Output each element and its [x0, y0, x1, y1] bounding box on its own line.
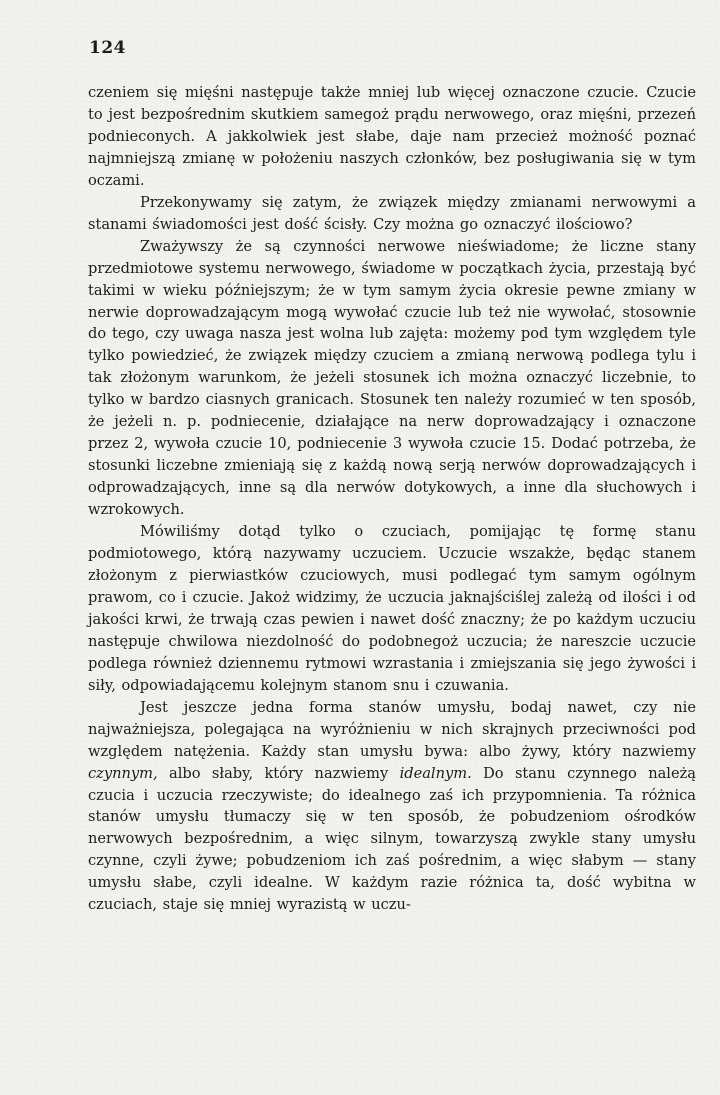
paragraph-text: albo słaby, który nazwiemy	[157, 764, 400, 782]
paragraph	[88, 697, 696, 917]
paragraph	[88, 236, 696, 521]
paragraph	[88, 192, 696, 236]
paragraph-text: Mówiliśmy dotąd tylko o czuciach, pomijając tę formę stanu podmiotowego, którą nazywamy uczuciem. Uczucie wszakże, będąc stanem złożonym z pierwiastków czuciowych, musi podlegać tym samym ogólnym prawom, co i czucie. Jakoż widzimy, że uczucia jaknajściślej zależą od ilości i od jakości krwi, że trwają czas pewien i nawet dość znaczny; że po każdym uczuciu następuje chwilowa niezdolność do podobnegoż uczucia; że nareszcie uczucie podlega również dziennemu rytmowi wzrastania i zmiejszania się jego żywości i siły, odpowiadającemu kolejnym stanom snu i czuwania.	[88, 523, 696, 694]
paragraph-text: Jest jeszcze jedna forma stanów umysłu, bodaj nawet, czy nie najważniejsza, polegająca na wyróżnieniu w nich skrajnych przeciwności pod względem natężenia. Każdy stan umysłu bywa: albo żywy, który nazwiemy	[88, 698, 696, 760]
paragraph-text: Przekonywamy się zatym, że związek między zmianami nerwowymi a stanami świadomości jest dość ścisły. Czy można go oznaczyć ilościowo?	[88, 193, 696, 233]
body-text	[88, 82, 696, 916]
paragraph	[88, 82, 696, 192]
emphasized-term: idealnym.	[399, 764, 472, 782]
page-number: 124	[89, 38, 126, 58]
paragraph	[88, 521, 696, 697]
paragraph-text: Zważywszy że są czynności nerwowe nieświadome; że liczne stany przedmiotowe systemu nerwowego, świadome w początkach życia, przestają być takimi w wieku późniejszym; że w tym samym życia okresie pewne zmiany w nerwie doprowadzającym mogą wywołać czucie lub też nie wywołać, stosownie do tego, czy uwaga nasza jest wolna lub zajęta: możemy pod tym względem tyle tylko powiedzieć, że związek między czuciem a zmianą nerwową podlega tylu i tak złożonym warunkom, że jeżeli stosunek ich można oznaczyć liczebnie, to tylko w bardzo ciasnych granicach. Stosunek ten należy rozumieć w ten sposób, że jeżeli n. p. podniecenie, działające na nerw doprowadzający i oznaczone przez 2, wywoła czucie 10, podniecenie 3 wywoła czucie 15. Dodać potrzeba, że stosunki liczebne zmieniają się z każdą nową serją nerwów doprowadzających i odprowadzających, inne są dla nerwów dotykowych, a inne dla słuchowych i wzrokowych.	[88, 237, 696, 519]
paragraph-text: czeniem się mięśni następuje także mniej lub więcej oznaczone czucie. Czucie to jest bezpośrednim skutkiem samegoż prądu nerwowego, oraz mięśni, przezeń podnieconych. A jakkolwiek jest słabe, daje nam przecież możność poznać najmniejszą zmianę w położeniu naszych członków, bez posługiwania się w tym oczami.	[88, 84, 696, 189]
paragraph-text: Do stanu czynnego należą czucia i uczucia rzeczywiste; do idealnego zaś ich przypomnienia. Ta różnica stanów umysłu tłumaczy się w ten sposób, że pobudzeniom ośrodków nerwowych bezpośrednim, a więc silnym, towarzyszą zwykle stany umysłu czynne, czyli żywe; pobudzeniom ich zaś pośrednim, a więc słabym — stany umysłu słabe, czyli idealne. W każdym razie różnica ta, dość wybitna w czuciach, staje się mniej wyrazistą w uczu-	[88, 764, 697, 914]
emphasized-term: czynnym,	[88, 764, 158, 782]
